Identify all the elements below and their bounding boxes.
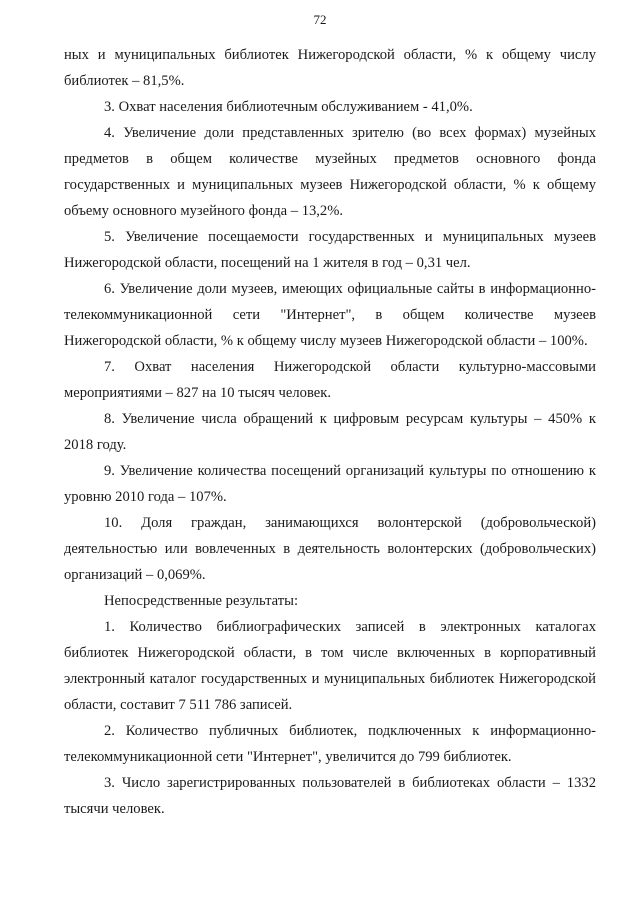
paragraph-volunteers: 10. Доля граждан, занимающихся волонтерской (добровольческой) деятельностью или вовлеченных в деятельность волонтерских (добровольческих) организаций – 0,069%. [64,515,596,583]
paragraph-registered-users: 3. Число зарегистрированных пользователей в библиотеках области – 1332 тысячи человек. [64,775,596,817]
paragraph-digital-resources: 8. Увеличение числа обращений к цифровым ресурсам культуры – 450% к 2018 году. [64,411,596,453]
document-body [64,42,596,822]
page-number: 72 [313,12,327,27]
paragraph-connected-libraries: 2. Количество публичных библиотек, подключенных к информационно-телекоммуникационной сети "Интернет", увеличится до 799 библиотек. [64,723,596,765]
paragraph-museum-websites: 6. Увеличение доли музеев, имеющих официальные сайты в информационно-телекоммуникационной сети "Интернет", в общем количестве музеев Нижегородской области, % к общему числу музеев Нижегородской области – 100%. [64,281,596,349]
paragraph-bibliographic-records: 1. Количество библиографических записей в электронных каталогах библиотек Нижегородской области, в том числе включенных в корпоративный электронный каталог государственных и муниципальных библиотек Нижегородской области, составит 7 511 786 записей. [64,619,596,713]
paragraph-museum-attendance: 5. Увеличение посещаемости государственных и муниципальных музеев Нижегородской области, посещений на 1 жителя в год – 0,31 чел. [64,229,596,271]
paragraph-cultural-events: 7. Охват населения Нижегородской области культурно-массовыми мероприятиями – 827 на 10 тысяч человек. [64,359,596,401]
paragraph-continuation: ных и муниципальных библиотек Нижегородской области, % к общему числу библиотек – 81,5%. [64,47,596,89]
paragraph-museum-items-share: 4. Увеличение доли представленных зрителю (во всех формах) музейных предметов в общем количестве музейных предметов основного фонда государственных и муниципальных музеев Нижегородской области, % к общему объему основного музейного фонда – 13,2%. [64,125,596,219]
paragraph-library-coverage: 3. Охват населения библиотечным обслуживанием - 41,0%. [104,99,473,115]
paragraph-culture-visits: 9. Увеличение количества посещений организаций культуры по отношению к уровню 2010 года – 107%. [64,463,596,505]
section-heading-direct-results: Непосредственные результаты: [104,593,299,609]
